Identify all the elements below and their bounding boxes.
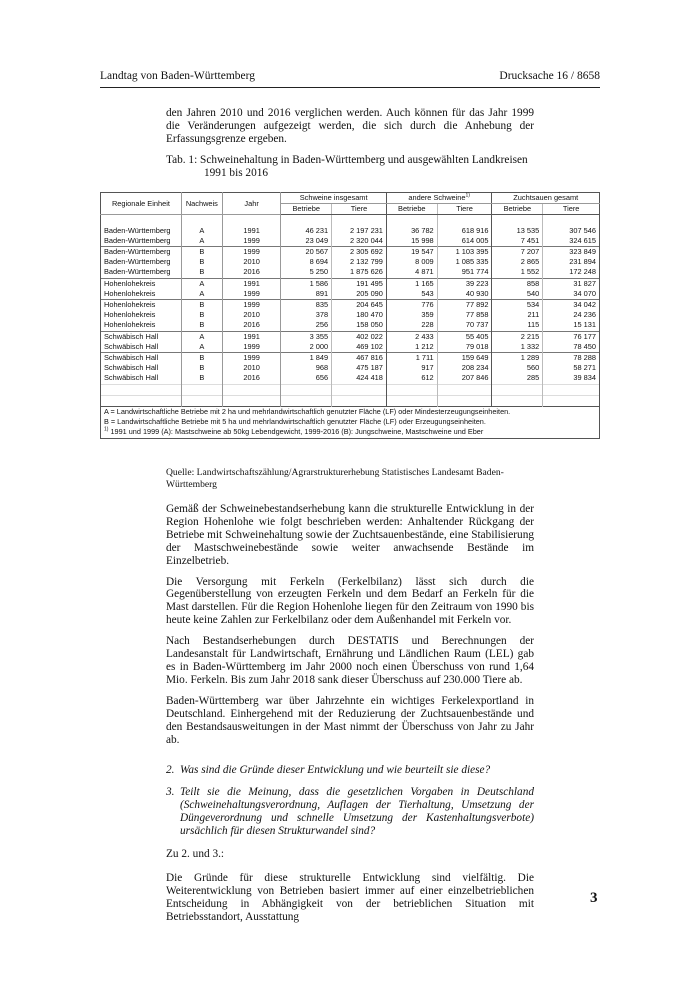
cell-region: Baden-Württemberg bbox=[101, 247, 182, 258]
footnote-a-text: A = Landwirtschaftliche Betriebe mit 2 ha und mehrlandwirtschaftlich genutzter Fläche (LF) oder Mindesterzeugungseinheiten. bbox=[104, 407, 511, 417]
paragraph: Gemäß der Schweinebestandserhebung kann die strukturelle Entwicklung in der Region Hohenlohe wie folgt beschrieben werden: Anhaltender Rückgang der Betriebe mit Schweinehaltung sowie der Zuchtsauenbestände, eine Stabilisierung der Mastschweinebestände sowie weiter anwachsende Bestände im Einzelbetrieb. bbox=[166, 503, 534, 567]
paragraph: Die Versorgung mit Ferkeln (Ferkelbilanz) lässt sich durch die Gegenüberstellung von erzeugten Ferkeln und dem Bedarf an Ferkeln für die Mast darstellen. Für die Region Hohenlohe liegen für den Zeitraum von 1990 bis heute keine Zahlen zur Ferkelbilanz oder dem Außenhandel mit Ferkeln vor. bbox=[166, 575, 534, 627]
col-header-group3: Zuchtsauen gesamt bbox=[492, 193, 600, 204]
cell-nachweis: B bbox=[181, 353, 222, 364]
cell-nachweis: A bbox=[181, 226, 222, 236]
cell-betriebe: 19 547 bbox=[386, 247, 437, 258]
cell-region: Hohenlohekreis bbox=[101, 320, 182, 331]
spacer-cell bbox=[181, 215, 222, 226]
spacer-cell bbox=[492, 215, 543, 226]
cell-tiere: 207 846 bbox=[437, 373, 492, 384]
questions bbox=[166, 764, 534, 838]
cell-nachweis: A bbox=[181, 278, 222, 289]
header-rule bbox=[100, 87, 600, 88]
cell-tiere: 39 223 bbox=[437, 278, 492, 289]
cell-region: Schwäbisch Hall bbox=[101, 353, 182, 364]
body-text bbox=[166, 503, 534, 924]
cell-tiere: 77 858 bbox=[437, 310, 492, 320]
cell-tiere: 2 305 692 bbox=[332, 247, 387, 258]
table-row bbox=[101, 236, 600, 247]
cell-region: Schwäbisch Hall bbox=[101, 331, 182, 342]
cell-tiere: 467 816 bbox=[332, 353, 387, 364]
cell-tiere: 55 405 bbox=[437, 331, 492, 342]
table-row bbox=[101, 247, 600, 258]
spacer-cell bbox=[543, 215, 600, 226]
cell-tiere: 402 022 bbox=[332, 331, 387, 342]
cell-betriebe: 378 bbox=[281, 310, 332, 320]
cell-region: Hohenlohekreis bbox=[101, 300, 182, 311]
question-item bbox=[166, 764, 534, 777]
cell-jahr: 2010 bbox=[222, 257, 281, 267]
cell-jahr: 1999 bbox=[222, 236, 281, 247]
table-body bbox=[101, 215, 600, 438]
cell-tiere: 1 875 626 bbox=[332, 267, 387, 278]
cell-region: Hohenlohekreis bbox=[101, 310, 182, 320]
empty-cell bbox=[281, 395, 332, 406]
answer-paragraph: Die Gründe für diese strukturelle Entwicklung sind vielfältig. Die Weiterentwicklung von Betrieben basiert immer auf einer einzelbetrieblichen Entscheidung in Abhängigkeit von der betrieblichen Situation mit Betriebsstandort, Ausstattung bbox=[166, 871, 534, 923]
cell-tiere: 40 930 bbox=[437, 289, 492, 300]
cell-region: Schwäbisch Hall bbox=[101, 342, 182, 353]
cell-nachweis: B bbox=[181, 267, 222, 278]
table-row bbox=[101, 320, 600, 331]
cell-jahr: 1991 bbox=[222, 226, 281, 236]
cell-tiere: 158 050 bbox=[332, 320, 387, 331]
cell-betriebe: 1 586 bbox=[281, 278, 332, 289]
empty-cell bbox=[181, 395, 222, 406]
cell-nachweis: B bbox=[181, 247, 222, 258]
data-table-container bbox=[100, 192, 600, 464]
cell-region: Baden-Württemberg bbox=[101, 226, 182, 236]
cell-tiere: 2 320 044 bbox=[332, 236, 387, 247]
empty-cell bbox=[437, 384, 492, 395]
paragraph: Baden-Württemberg war über Jahrzehnte ein wichtiges Ferkelexportland in Deutschland. Einhergehend mit der Reduzierung der Zuchtsauenbestände und den Bestandsausweitungen in der Mast nimmt der Überschuss von Jahr zu Jahr ab. bbox=[166, 694, 534, 746]
cell-jahr: 2016 bbox=[222, 320, 281, 331]
cell-region: Baden-Württemberg bbox=[101, 267, 182, 278]
table-footnote-row bbox=[101, 407, 600, 418]
table-caption bbox=[166, 154, 566, 180]
cell-betriebe: 359 bbox=[386, 310, 437, 320]
cell-betriebe: 540 bbox=[492, 289, 543, 300]
empty-cell bbox=[386, 384, 437, 395]
col-header-tiere: Tiere bbox=[332, 204, 387, 215]
cell-tiere: 424 418 bbox=[332, 373, 387, 384]
cell-jahr: 2010 bbox=[222, 363, 281, 373]
cell-jahr: 2010 bbox=[222, 310, 281, 320]
empty-cell bbox=[332, 395, 387, 406]
table-caption-line1: Tab. 1: Schweinehaltung in Baden-Württemberg und ausgewählten Landkreisen bbox=[166, 154, 528, 166]
cell-nachweis: A bbox=[181, 236, 222, 247]
cell-betriebe: 776 bbox=[386, 300, 437, 311]
cell-betriebe: 228 bbox=[386, 320, 437, 331]
cell-betriebe: 917 bbox=[386, 363, 437, 373]
intro-block bbox=[166, 107, 534, 146]
empty-cell bbox=[386, 395, 437, 406]
cell-jahr: 1999 bbox=[222, 342, 281, 353]
spacer-cell bbox=[332, 215, 387, 226]
cell-betriebe: 1 332 bbox=[492, 342, 543, 353]
cell-betriebe: 285 bbox=[492, 373, 543, 384]
cell-nachweis: A bbox=[181, 342, 222, 353]
table-row bbox=[101, 226, 600, 236]
table-footnote-row bbox=[101, 427, 600, 438]
cell-jahr: 2016 bbox=[222, 373, 281, 384]
cell-jahr: 1991 bbox=[222, 278, 281, 289]
cell-betriebe: 560 bbox=[492, 363, 543, 373]
cell-betriebe: 1 711 bbox=[386, 353, 437, 364]
table-footnote-row bbox=[101, 417, 600, 427]
cell-betriebe: 5 250 bbox=[281, 267, 332, 278]
col-header-group2-sup: 1) bbox=[465, 192, 470, 199]
col-header-group2-label: andere Schweine bbox=[408, 193, 466, 202]
cell-tiere: 2 132 799 bbox=[332, 257, 387, 267]
empty-cell bbox=[222, 384, 281, 395]
answer-heading: Zu 2. und 3.: bbox=[166, 847, 225, 860]
cell-tiere: 172 248 bbox=[543, 267, 600, 278]
table-row bbox=[101, 373, 600, 384]
cell-region: Hohenlohekreis bbox=[101, 289, 182, 300]
cell-nachweis: B bbox=[181, 310, 222, 320]
table-row bbox=[101, 289, 600, 300]
empty-cell bbox=[492, 395, 543, 406]
cell-betriebe: 23 049 bbox=[281, 236, 332, 247]
col-header-betriebe: Betriebe bbox=[281, 204, 332, 215]
col-header-region: Regionale Einheit bbox=[101, 193, 182, 215]
col-header-tiere: Tiere bbox=[437, 204, 492, 215]
spacer-cell bbox=[101, 215, 182, 226]
cell-tiere: 231 894 bbox=[543, 257, 600, 267]
col-header-nachweis: Nachweis bbox=[181, 193, 222, 215]
cell-tiere: 58 271 bbox=[543, 363, 600, 373]
cell-betriebe: 1 165 bbox=[386, 278, 437, 289]
cell-betriebe: 115 bbox=[492, 320, 543, 331]
cell-betriebe: 36 782 bbox=[386, 226, 437, 236]
cell-betriebe: 543 bbox=[386, 289, 437, 300]
cell-betriebe: 7 451 bbox=[492, 236, 543, 247]
cell-tiere: 204 645 bbox=[332, 300, 387, 311]
table-empty-row bbox=[101, 395, 600, 406]
cell-region: Hohenlohekreis bbox=[101, 278, 182, 289]
question-text: Was sind die Gründe dieser Entwicklung und wie beurteilt sie diese? bbox=[180, 764, 491, 777]
intro-paragraph: den Jahren 2010 und 2016 verglichen werden. Auch können für das Jahr 1999 die Veränderungen aufgezeigt werden, die sich durch die Anhebung der Erfassungsgrenze ergeben. bbox=[166, 107, 534, 145]
footnote-b bbox=[101, 417, 600, 427]
cell-nachweis: B bbox=[181, 320, 222, 331]
cell-betriebe: 1 212 bbox=[386, 342, 437, 353]
cell-tiere: 205 090 bbox=[332, 289, 387, 300]
cell-jahr: 1991 bbox=[222, 331, 281, 342]
cell-nachweis: A bbox=[181, 331, 222, 342]
question-number: 3. bbox=[166, 786, 175, 799]
table-caption-line2: 1991 bis 2016 bbox=[204, 167, 269, 179]
cell-tiere: 1 085 335 bbox=[437, 257, 492, 267]
footnote-c-text: 1991 und 1999 (A): Mastschweine ab 50kg Lebendgewicht, 1999-2016 (B): Jungschweine, Mastschweine und Eber bbox=[110, 427, 484, 437]
table-row bbox=[101, 342, 600, 353]
cell-tiere: 323 849 bbox=[543, 247, 600, 258]
cell-jahr: 2016 bbox=[222, 267, 281, 278]
page-number: 3 bbox=[590, 890, 598, 906]
table-empty-row bbox=[101, 384, 600, 395]
spacer-cell bbox=[386, 215, 437, 226]
cell-tiere: 307 546 bbox=[543, 226, 600, 236]
spacer-cell bbox=[222, 215, 281, 226]
cell-betriebe: 2 433 bbox=[386, 331, 437, 342]
cell-region: Schwäbisch Hall bbox=[101, 363, 182, 373]
col-header-group1: Schweine insgesamt bbox=[281, 193, 387, 204]
cell-tiere: 475 187 bbox=[332, 363, 387, 373]
cell-tiere: 78 450 bbox=[543, 342, 600, 353]
cell-region: Baden-Württemberg bbox=[101, 236, 182, 247]
cell-tiere: 76 177 bbox=[543, 331, 600, 342]
cell-tiere: 614 005 bbox=[437, 236, 492, 247]
cell-jahr: 1999 bbox=[222, 300, 281, 311]
cell-betriebe: 8 694 bbox=[281, 257, 332, 267]
table-row bbox=[101, 278, 600, 289]
cell-betriebe: 858 bbox=[492, 278, 543, 289]
header-left: Landtag von Baden-Württemberg bbox=[100, 70, 255, 82]
cell-tiere: 159 649 bbox=[437, 353, 492, 364]
cell-tiere: 324 615 bbox=[543, 236, 600, 247]
cell-tiere: 180 470 bbox=[332, 310, 387, 320]
paragraph: Nach Bestandserhebungen durch DESTATIS und Berechnungen der Landesanstalt für Landwirtschaft, Ernährung und Ländlichen Raum (LEL) gab es in Baden-Württemberg im Jahr 2000 noch einen Überschuss von rund 1,64 Mio. Ferkeln. Bis zum Jahr 2018 sank dieser Überschuss auf 230.000 Tiere ab. bbox=[166, 635, 534, 686]
cell-nachweis: B bbox=[181, 300, 222, 311]
cell-tiere: 34 070 bbox=[543, 289, 600, 300]
cell-betriebe: 968 bbox=[281, 363, 332, 373]
footnote-b-text: B = Landwirtschaftliche Betriebe mit 5 ha und mehrlandwirtschaftlich genutzter Fläche (LF) oder Erzeugungseinheiten. bbox=[104, 417, 486, 427]
cell-tiere: 31 827 bbox=[543, 278, 600, 289]
cell-betriebe: 4 871 bbox=[386, 267, 437, 278]
cell-tiere: 15 131 bbox=[543, 320, 600, 331]
cell-tiere: 618 916 bbox=[437, 226, 492, 236]
col-header-group2 bbox=[386, 193, 492, 204]
header-right: Drucksache 16 / 8658 bbox=[499, 70, 600, 82]
table-source: Quelle: Landwirtschaftszählung/Agrarstrukturerhebung Statistisches Landesamt Baden-Württemberg bbox=[166, 467, 504, 490]
cell-betriebe: 2 865 bbox=[492, 257, 543, 267]
table-row bbox=[101, 300, 600, 311]
empty-cell bbox=[437, 395, 492, 406]
cell-betriebe: 256 bbox=[281, 320, 332, 331]
cell-betriebe: 1 289 bbox=[492, 353, 543, 364]
question-item bbox=[166, 786, 534, 838]
cell-betriebe: 15 998 bbox=[386, 236, 437, 247]
table-row bbox=[101, 363, 600, 373]
empty-cell bbox=[181, 384, 222, 395]
cell-tiere: 469 102 bbox=[332, 342, 387, 353]
cell-betriebe: 211 bbox=[492, 310, 543, 320]
footnote-c bbox=[101, 427, 600, 438]
table-row bbox=[101, 257, 600, 267]
cell-betriebe: 46 231 bbox=[281, 226, 332, 236]
empty-cell bbox=[101, 384, 182, 395]
cell-tiere: 24 236 bbox=[543, 310, 600, 320]
cell-betriebe: 835 bbox=[281, 300, 332, 311]
cell-tiere: 34 042 bbox=[543, 300, 600, 311]
footnote-marker: 1) bbox=[104, 427, 109, 433]
cell-betriebe: 8 009 bbox=[386, 257, 437, 267]
cell-betriebe: 891 bbox=[281, 289, 332, 300]
question-text: Teilt sie die Meinung, dass die gesetzlichen Vorgaben in Deutschland (Schweinehaltungsverordnung, Auflagen der Tierhaltung, Umsetzung der Düngeverordnung und schnelle Umsetzung der Kastenhaltungsverbote) ursächlich für diesen Strukturwandel sind? bbox=[180, 786, 534, 838]
cell-betriebe: 656 bbox=[281, 373, 332, 384]
cell-betriebe: 2 000 bbox=[281, 342, 332, 353]
spacer-cell bbox=[437, 215, 492, 226]
cell-betriebe: 534 bbox=[492, 300, 543, 311]
empty-cell bbox=[101, 395, 182, 406]
cell-betriebe: 1 552 bbox=[492, 267, 543, 278]
cell-betriebe: 2 215 bbox=[492, 331, 543, 342]
cell-tiere: 2 197 231 bbox=[332, 226, 387, 236]
empty-cell bbox=[543, 395, 600, 406]
table-row bbox=[101, 331, 600, 342]
cell-nachweis: B bbox=[181, 373, 222, 384]
cell-betriebe: 13 535 bbox=[492, 226, 543, 236]
empty-cell bbox=[222, 395, 281, 406]
cell-tiere: 208 234 bbox=[437, 363, 492, 373]
page-header bbox=[100, 70, 600, 88]
col-header-tiere: Tiere bbox=[543, 204, 600, 215]
col-header-betriebe: Betriebe bbox=[492, 204, 543, 215]
col-header-jahr: Jahr bbox=[222, 193, 281, 215]
cell-betriebe: 20 567 bbox=[281, 247, 332, 258]
cell-tiere: 191 495 bbox=[332, 278, 387, 289]
cell-betriebe: 7 207 bbox=[492, 247, 543, 258]
cell-jahr: 1999 bbox=[222, 289, 281, 300]
cell-region: Baden-Württemberg bbox=[101, 257, 182, 267]
table-row bbox=[101, 267, 600, 278]
cell-region: Schwäbisch Hall bbox=[101, 373, 182, 384]
empty-cell bbox=[492, 384, 543, 395]
question-number: 2. bbox=[166, 764, 175, 777]
cell-betriebe: 612 bbox=[386, 373, 437, 384]
cell-tiere: 1 103 395 bbox=[437, 247, 492, 258]
cell-jahr: 1999 bbox=[222, 247, 281, 258]
empty-cell bbox=[332, 384, 387, 395]
table-row bbox=[101, 353, 600, 364]
cell-betriebe: 3 355 bbox=[281, 331, 332, 342]
cell-nachweis: B bbox=[181, 257, 222, 267]
cell-nachweis: B bbox=[181, 363, 222, 373]
data-table bbox=[100, 192, 600, 439]
spacer-cell bbox=[281, 215, 332, 226]
table-row bbox=[101, 310, 600, 320]
cell-tiere: 78 288 bbox=[543, 353, 600, 364]
col-header-betriebe: Betriebe bbox=[386, 204, 437, 215]
cell-nachweis: A bbox=[181, 289, 222, 300]
table-spacer-row bbox=[101, 215, 600, 226]
cell-tiere: 70 737 bbox=[437, 320, 492, 331]
cell-jahr: 1999 bbox=[222, 353, 281, 364]
cell-tiere: 951 774 bbox=[437, 267, 492, 278]
footnote-a bbox=[101, 407, 600, 418]
empty-cell bbox=[543, 384, 600, 395]
cell-tiere: 77 892 bbox=[437, 300, 492, 311]
empty-cell bbox=[281, 384, 332, 395]
cell-tiere: 39 834 bbox=[543, 373, 600, 384]
cell-betriebe: 1 849 bbox=[281, 353, 332, 364]
cell-tiere: 79 018 bbox=[437, 342, 492, 353]
